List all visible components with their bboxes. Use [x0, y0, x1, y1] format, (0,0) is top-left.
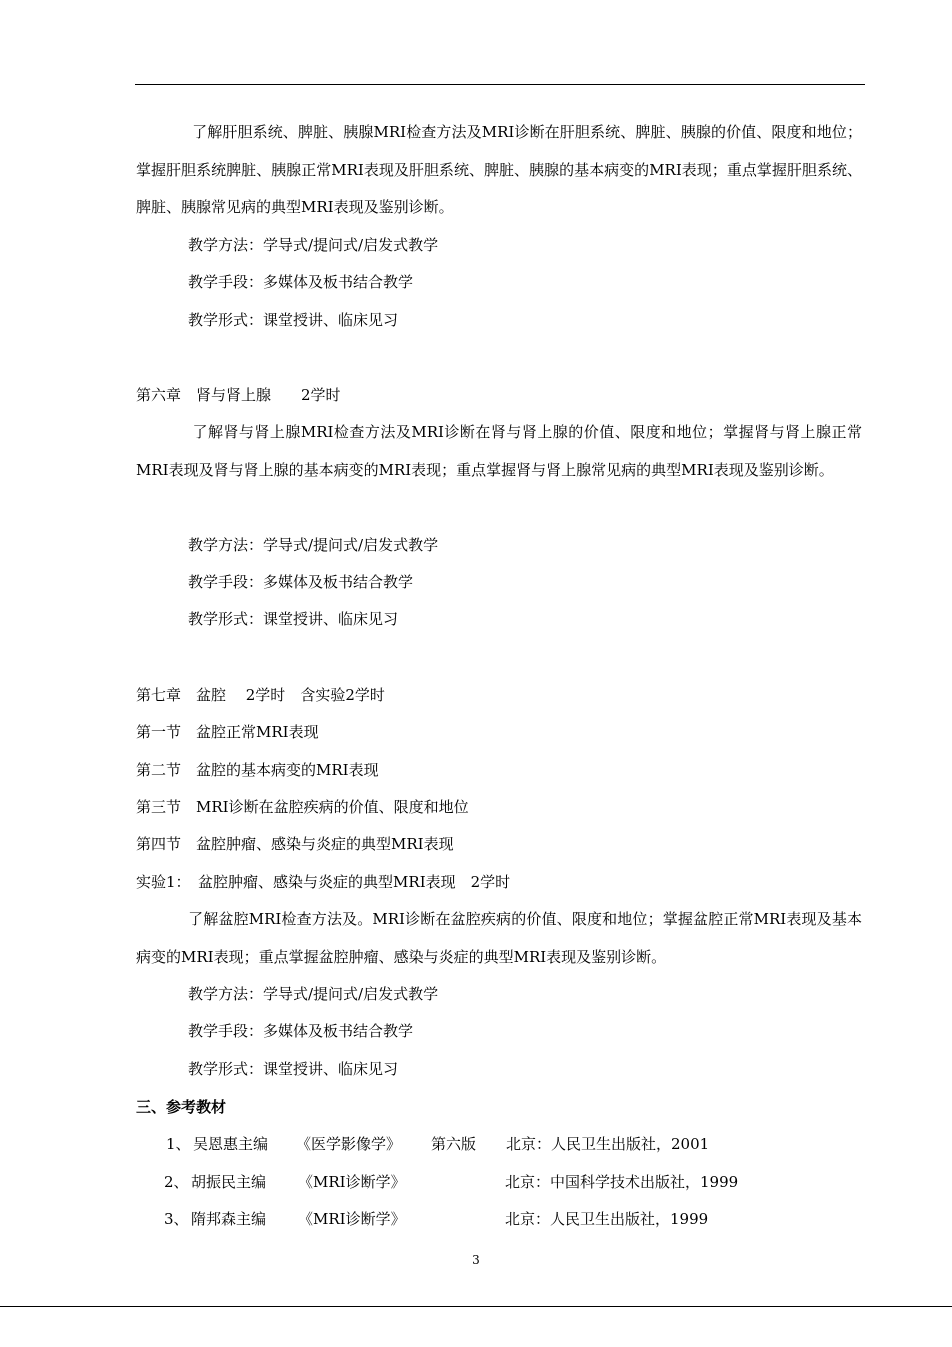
chapter7-teaching-method: 教学方法：学导式/提问式/启发式教学	[188, 985, 439, 1003]
reference-author: 胡振民主编	[191, 1173, 267, 1191]
chapter7-section2: 第二节 盆腔的基本病变的MRI表现	[136, 761, 379, 779]
liver-objectives-text: 了解肝胆系统、脾脏、胰腺MRI检查方法及MRI诊断在肝胆系统、脾脏、胰腺的价值、限度和地位；掌握肝胆系统脾脏、胰腺正常MRI表现及肝胆系统、脾脏、胰腺的基本病变的MRI表现；重点掌握肝胆系统、脾脏、胰腺常见病的典型MRI表现及鉴别诊断。	[136, 123, 862, 216]
reference-number: 1、	[166, 1135, 191, 1153]
chapter6-title: 第六章 肾与肾上腺 2学时	[136, 386, 341, 404]
footer-rule	[0, 1306, 952, 1307]
chapter7-section4: 第四节 盆腔肿瘤、感染与炎症的典型MRI表现	[136, 835, 454, 853]
liver-teaching-means: 教学手段：多媒体及板书结合教学	[188, 273, 414, 291]
chapter7-objectives-paragraph	[136, 901, 862, 976]
reference-title: 《MRI诊断学》	[298, 1173, 406, 1191]
chapter7-teaching-form: 教学形式：课堂授讲、临床见习	[188, 1060, 399, 1078]
chapter6-teaching-method: 教学方法：学导式/提问式/启发式教学	[188, 536, 439, 554]
chapter7-teaching-means: 教学手段：多媒体及板书结合教学	[188, 1022, 414, 1040]
header-rule	[135, 84, 865, 85]
reference-title: 《MRI诊断学》	[298, 1210, 406, 1228]
liver-teaching-method: 教学方法：学导式/提问式/启发式教学	[188, 236, 439, 254]
page-number: 3	[472, 1253, 480, 1267]
reference-number: 2、	[164, 1173, 189, 1191]
reference-publisher: 北京：中国科学技术出版社，1999	[505, 1173, 739, 1191]
reference-author: 吴恩惠主编	[193, 1135, 269, 1153]
reference-number: 3、	[164, 1210, 189, 1228]
chapter6-objectives-paragraph	[136, 414, 862, 489]
chapter6-objectives-text: 了解肾与肾上腺MRI检查方法及MRI诊断在肾与肾上腺的价值、限度和地位；掌握肾与肾上腺正常MRI表现及肾与肾上腺的基本病变的MRI表现；重点掌握肾与肾上腺常见病的典型MRI表现及鉴别诊断。	[136, 423, 862, 479]
reference-author: 隋邦森主编	[191, 1210, 267, 1228]
chapter6-teaching-form: 教学形式：课堂授讲、临床见习	[188, 610, 399, 628]
chapter7-experiment1: 实验1： 盆腔肿瘤、感染与炎症的典型MRI表现 2学时	[136, 873, 511, 891]
chapter7-objectives-text: 了解盆腔MRI检查方法及。MRI诊断在盆腔疾病的价值、限度和地位；掌握盆腔正常MRI表现及基本病变的MRI表现；重点掌握盆腔肿瘤、感染与炎症的典型MRI表现及鉴别诊断。	[136, 910, 862, 966]
liver-teaching-form: 教学形式：课堂授讲、临床见习	[188, 311, 399, 329]
reference-title: 《医学影像学》	[296, 1135, 402, 1153]
chapter7-title: 第七章 盆腔 2学时 含实验2学时	[136, 686, 385, 704]
liver-objectives-paragraph	[136, 114, 862, 227]
references-heading: 三、参考教材	[136, 1098, 227, 1116]
reference-publisher: 北京：人民卫生出版社，1999	[505, 1210, 709, 1228]
reference-edition: 第六版	[431, 1135, 477, 1153]
chapter7-section1: 第一节 盆腔正常MRI表现	[136, 723, 319, 741]
reference-publisher: 北京：人民卫生出版社，2001	[506, 1135, 710, 1153]
chapter6-teaching-means: 教学手段：多媒体及板书结合教学	[188, 573, 414, 591]
chapter7-section3: 第三节 MRI诊断在盆腔疾病的价值、限度和地位	[136, 798, 469, 816]
